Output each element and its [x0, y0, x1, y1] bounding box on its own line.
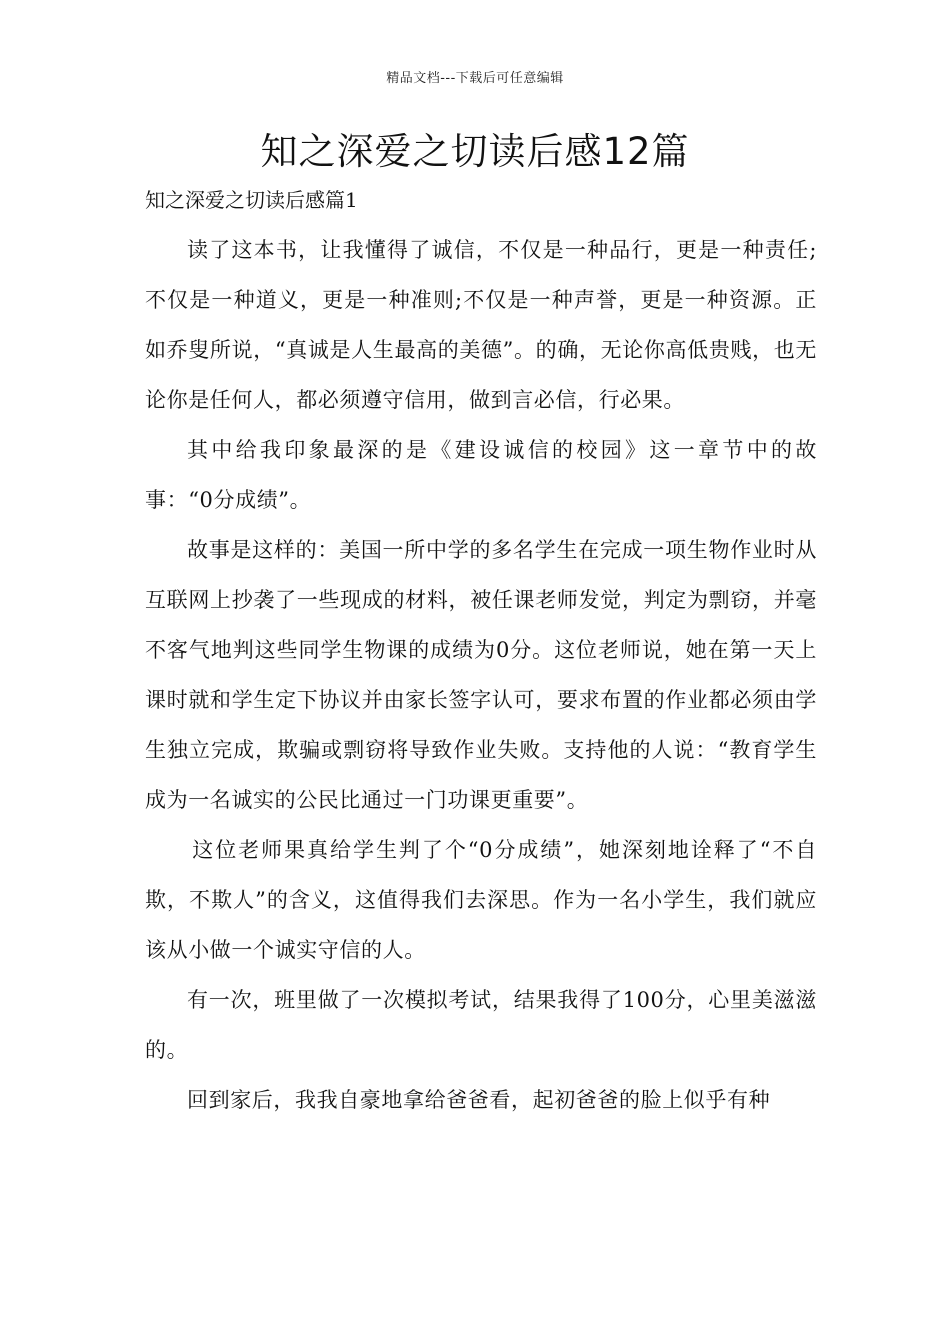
paragraph: 回到家后，我我自豪地拿给爸爸看，起初爸爸的脸上似乎有种	[187, 1088, 771, 1112]
body-text	[145, 225, 817, 1125]
paragraph: 其中给我印象最深的是《建设诚信的校园》这一章节中的故事：“0分成绩”。	[145, 438, 817, 512]
paragraph: 有一次，班里做了一次模拟考试，结果我得了100分，心里美滋滋的。	[145, 988, 817, 1062]
header-note: 精品文档---下载后可任意编辑	[386, 71, 564, 86]
section-heading: 知之深爱之切读后感篇1	[145, 188, 358, 212]
paragraph: 这位老师果真给学生判了个“0分成绩”，她深刻地诠释了“不自欺，不欺人”的含义，这值得我们去深思。作为一名小学生，我们就应该从小做一个诚实守信的人。	[145, 838, 817, 962]
paragraph: 故事是这样的：美国一所中学的多名学生在完成一项生物作业时从互联网上抄袭了一些现成的材料，被任课老师发觉，判定为剽窃，并毫不客气地判这些同学生物课的成绩为0分。这位老师说，她在第一天上课时就和学生定下协议并由家长签字认可，要求布置的作业都必须由学生独立完成，欺骗或剽窃将导致作业失败。支持他的人说：“教育学生成为一名诚实的公民比通过一门功课更重要”。	[145, 538, 817, 812]
document-title: 知之深爱之切读后感12篇	[260, 130, 690, 173]
paragraph: 读了这本书，让我懂得了诚信，不仅是一种品行，更是一种责任;不仅是一种道义，更是一种准则;不仅是一种声誉，更是一种资源。正如乔叟所说，“真诚是人生最高的美德”。的确，无论你高低贵贱，也无论你是任何人，都必须遵守信用，做到言必信，行必果。	[145, 238, 817, 412]
